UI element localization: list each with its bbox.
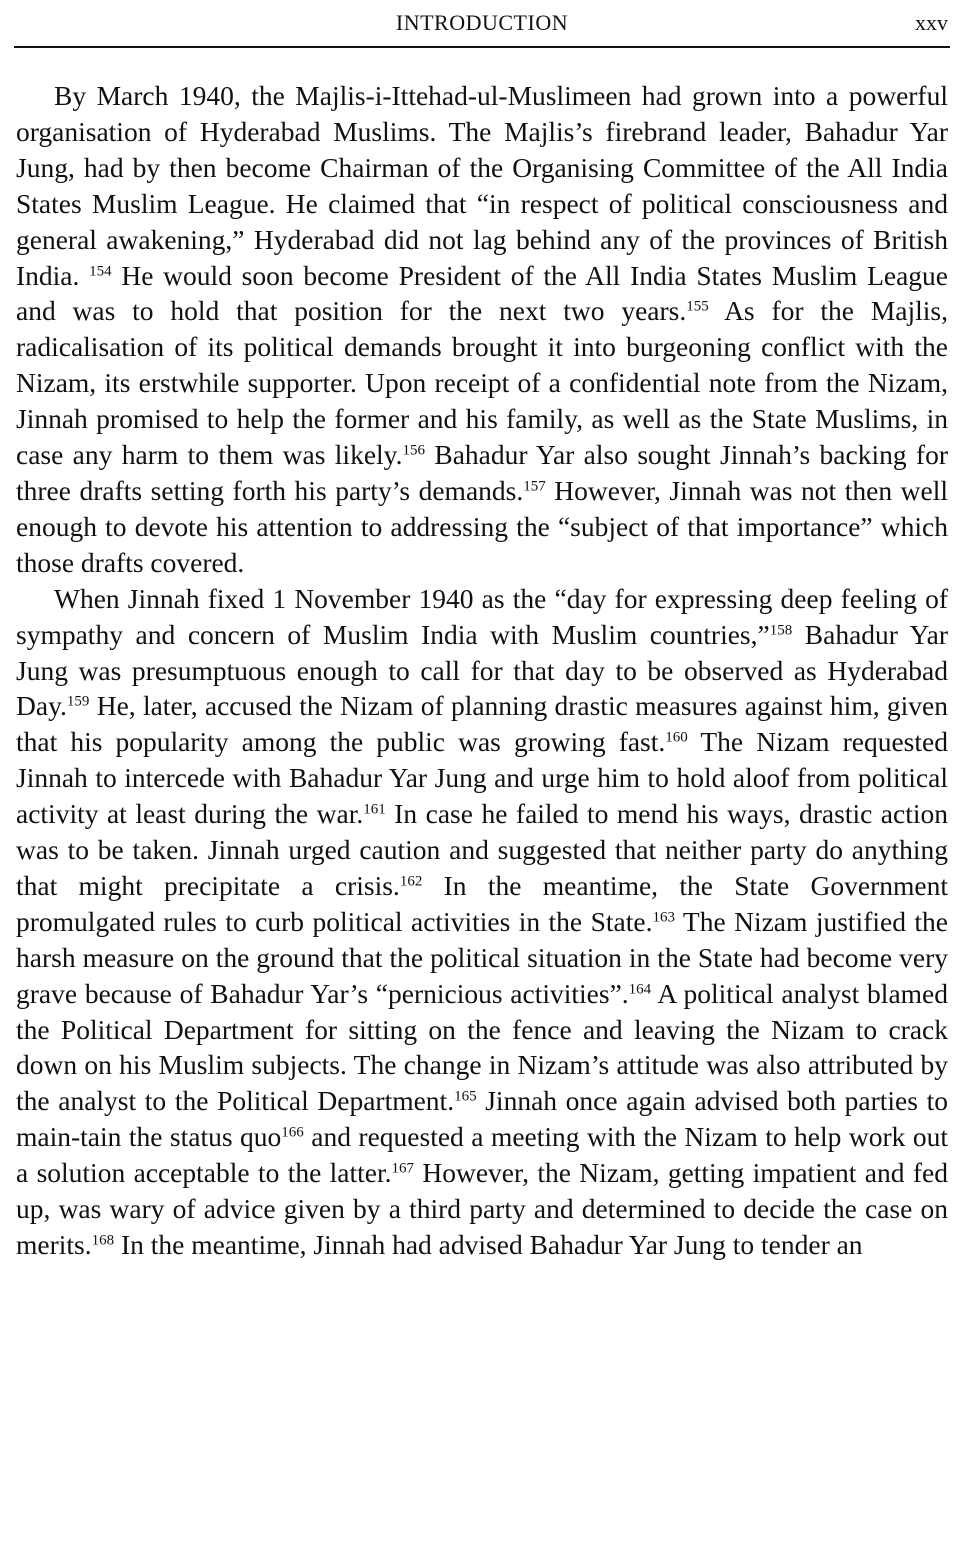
- running-header: [14, 6, 950, 46]
- footnote-marker: 154: [89, 263, 112, 280]
- footnote-marker: 163: [652, 909, 675, 926]
- footnote-marker: 161: [363, 801, 386, 818]
- header-rule: [14, 46, 950, 48]
- footnote-marker: 158: [769, 622, 793, 639]
- footnote-marker: 165: [454, 1089, 477, 1106]
- page-number: xxv: [915, 10, 948, 35]
- text-run: Bahadur Yar Jung was presumptuous enough to call for that day to be observed as Hyderabad Day.: [16, 618, 948, 722]
- text-run: Bahadur Yar also sought Jinnah’s backing for three drafts setting forth his party’s demands.: [16, 439, 948, 506]
- chapter-title: INTRODUCTION: [395, 10, 569, 35]
- footnote-marker: 164: [628, 981, 652, 998]
- text-run: He would soon become President of the All India States Muslim League and was to hold that position for the next two years.: [16, 259, 948, 327]
- footnote-marker: 159: [66, 694, 90, 711]
- footnote-marker: 156: [402, 442, 426, 459]
- footnote-marker: 155: [686, 299, 709, 316]
- footnote-marker: 166: [281, 1124, 304, 1141]
- text-run: The Nizam justified the harsh measure on the ground that the political situation in the State had become very grave because of Bahadur Yar’s “pernicious activities”.: [16, 905, 948, 1009]
- text-run: He, later, accused the Nizam of planning drastic measures against him, given that his popularity among the public was growing fast.: [16, 690, 948, 758]
- text-run: Jinnah once again advised both parties to main-tain the status quo: [16, 1085, 948, 1153]
- text-run: In the meantime, Jinnah had advised Bahadur Yar Jung to tender an: [114, 1229, 863, 1260]
- footnote-marker: 160: [665, 730, 688, 747]
- text-run: However, the Nizam, getting impatient and fed up, was wary of advice given by a third party and determined to decide the case on merits.: [16, 1157, 948, 1260]
- footnote-marker: 168: [91, 1232, 115, 1249]
- paragraph: [16, 78, 948, 581]
- text-run: and requested a meeting with the Nizam to help work out a solution acceptable to the latter.: [16, 1121, 948, 1189]
- text-run: By March 1940, the Majlis-i-Ittehad-ul-Muslimeen had grown into a powerful organisation of Hyderabad Muslims. The Majlis’s firebrand leader, Bahadur Yar Jung, had by then become Chairman of the Organising Committee of the All India States Muslim League. He claimed that “in respect of political consciousness and general awakening,” Hyderabad did not lag behind any of the provinces of British India.: [16, 80, 948, 291]
- body-text: [16, 78, 948, 1263]
- text-run: When Jinnah fixed 1 November 1940 as the “day for expressing deep feeling of sympathy and concern of Muslim India with Muslim countries,”: [16, 582, 948, 650]
- footnote-marker: 162: [399, 873, 423, 890]
- footnote-marker: 167: [391, 1160, 415, 1177]
- footnote-marker: 157: [523, 478, 546, 495]
- text-run: In the meantime, the State Government promulgated rules to curb political activities in the State.: [16, 869, 948, 937]
- text-run: In case he failed to mend his ways, drastic action was to be taken. Jinnah urged caution and suggested that neither party do anything that might precipitate a crisis.: [16, 798, 948, 901]
- text-run: The Nizam requested Jinnah to intercede with Bahadur Yar Jung and urge him to hold aloof from political activity at least during the war.: [16, 726, 948, 830]
- paragraph: [16, 581, 948, 1263]
- text-run: A political analyst blamed the Political Department for sitting on the fence and leaving the Nizam to crack down on his Muslim subjects. The change in Nizam’s attitude was also attributed by the analyst to the Political Department.: [16, 977, 948, 1117]
- text-run: As for the Majlis, radicalisation of its political demands brought it into burgeoning conflict with the Nizam, its erstwhile supporter. Upon receipt of a confidential note from the Nizam, Jinnah promised to help the former and his family, as well as the State Muslims, in case any harm to them was likely.: [16, 295, 948, 471]
- text-run: However, Jinnah was not then well enough to devote his attention to addressing the “subject of that importance” which those drafts covered.: [16, 474, 948, 578]
